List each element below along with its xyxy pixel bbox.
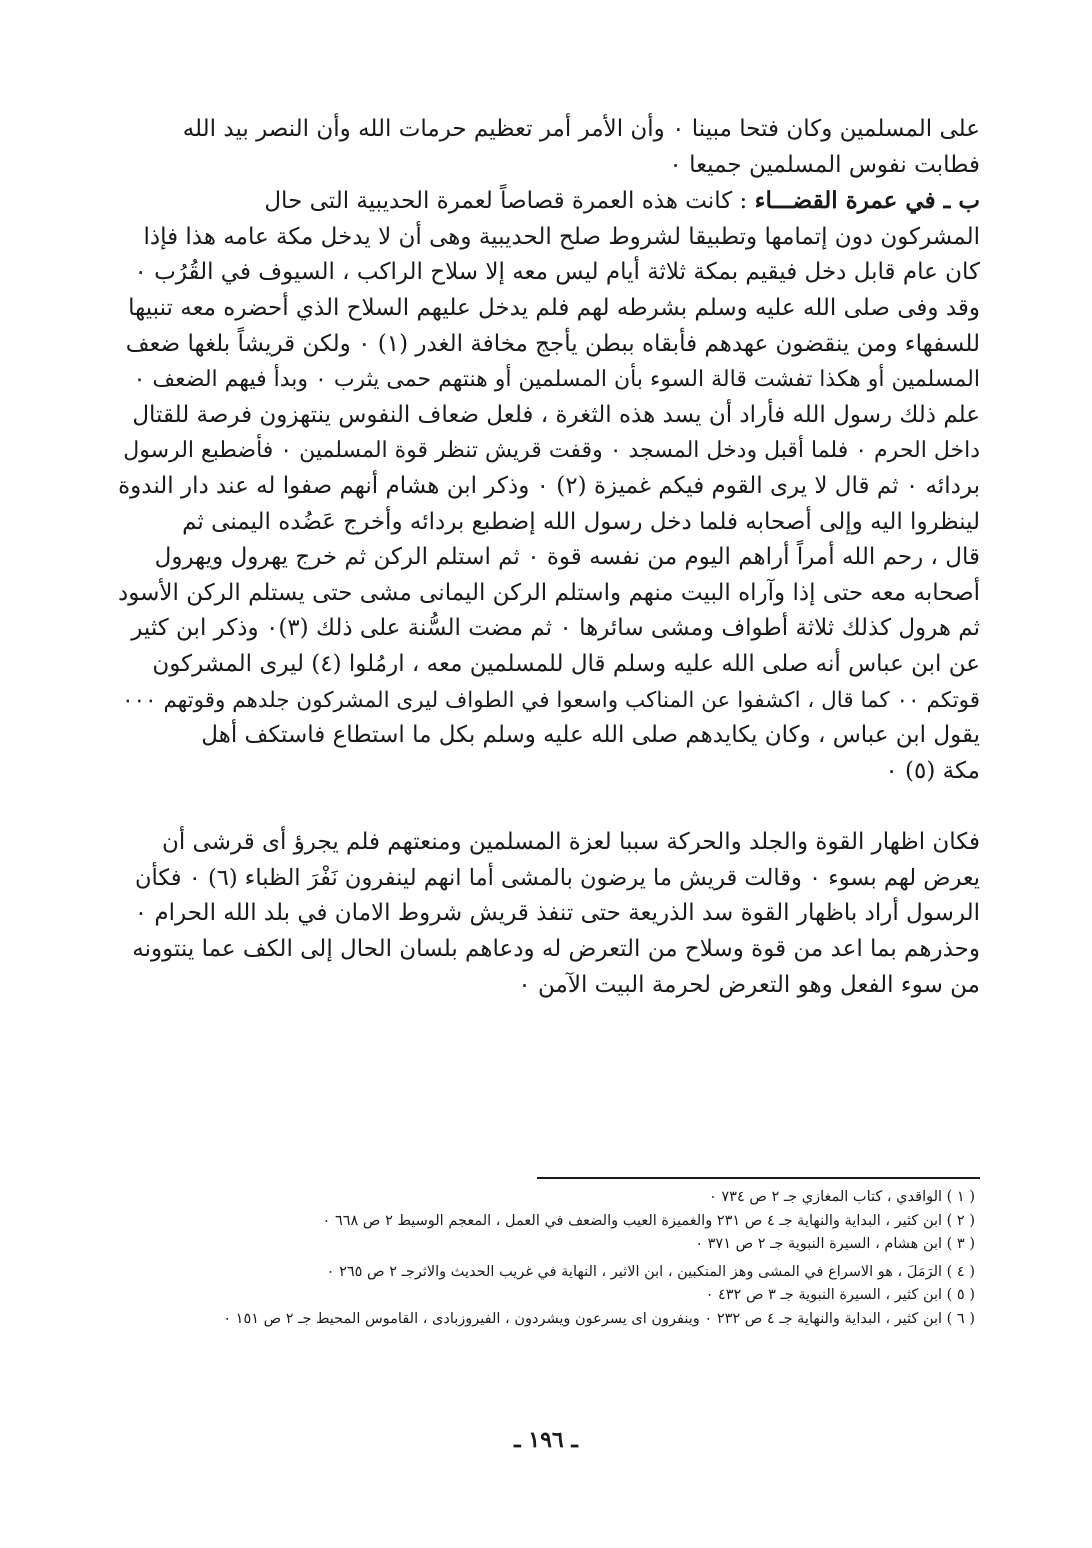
text-line: فطابت نفوس المسلمين جميعا ٠ xyxy=(669,151,980,178)
section-heading-line xyxy=(118,183,980,220)
text-line: عن ابن عباس أنه صلى الله عليه وسلم قال للمسلمين معه ، ارمُلوا (٤) ليرى المشركون xyxy=(152,650,980,677)
section-heading: ب ـ في عمرة القضـــاء xyxy=(754,187,980,215)
main-text xyxy=(118,112,980,1003)
footnote: ( ٥ ) ابن كثير ، السيرة النبوية جـ ٣ ص ٤٣٢ ٠ xyxy=(705,1287,975,1303)
text-line: فكان اظهار القوة والجلد والحركة سببا لعزة المسلمين ومنعتهم فلم يجرؤ أى قرشى أن xyxy=(161,829,980,856)
text-line: للسفهاء ومن ينقضون عهدهم فأبقاه ببطن يأجج مخافة الغدر (١) ٠ ولكن قريشاً بلغها ضعف xyxy=(125,330,980,357)
text-line: داخل الحرم ٠ فلما أقبل ودخل المسجد ٠ وقفت قريش تنظر قوة المسلمين ٠ فأضطبع الرسول xyxy=(123,438,980,464)
text-line: المشركون دون إتمامها وتطبيقا لشروط صلح الحديبية وهى أن لا يدخل مكة عامه هذا فإذا xyxy=(143,223,980,250)
footnote: ( ٣ ) ابن هشام ، السيرة النبوية جـ ٢ ص ٣٧١ ٠ xyxy=(695,1236,975,1252)
text-line: أصحابه معه حتى إذا وآراه البيت منهم واستلم الركن اليمانى مشى حتى يستلم الركن الأسود xyxy=(118,579,980,606)
footnote: ( ٦ ) ابن كثير ، البداية والنهاية جـ ٤ ص ٢٣٢ ٠ وينفرون اى يسرعون ويشردون ، الفيروزبادى ، القاموس المحيط جـ ٢ ص ١٥١ ٠ xyxy=(223,1310,975,1327)
text-line: يعرض لهم بسوء ٠ وقالت قريش ما يرضون بالمشى أما انهم لينفرون نَفْرَ الظباء (٦) ٠ فكأن xyxy=(135,864,980,891)
paragraph-2 xyxy=(118,825,980,1003)
text-line: كان عام قابل دخل فيقيم بمكة ثلاثة أيام ليس معه إلا سلاح الراكب ، السيوف في القُرُب ٠ xyxy=(134,259,980,286)
text-line: قوتكم ٠٠ كما قال ، اكشفوا عن المناكب واسعوا في الطواف ليرى المشركون جلدهم وقوتهم ٠٠٠ xyxy=(121,687,980,713)
text-line: علم ذلك رسول الله فأراد أن يسد هذه الثغرة ، فلعل ضعاف النفوس ينتهزون فرصة للقتال xyxy=(132,401,980,428)
text-line: وحذرهم بما اعد من قوة وسلاح من التعرض له ودعاهم بلسان الحال إلى الكف عما ينتوونه xyxy=(132,936,980,963)
footnotes xyxy=(170,1186,975,1331)
text-line: وقد وفى صلى الله عليه وسلم بشرطه لهم فلم يدخل عليهم السلاح الذي أحضره معه تنبيها xyxy=(128,294,980,321)
paragraph-gap xyxy=(118,789,980,825)
text-line: ثم هرول كذلك ثلاثة أطواف ومشى سائرها ٠ ثم مضت السُّنة على ذلك (٣)٠ وذكر ابن كثير xyxy=(131,615,980,642)
text-line: من سوء الفعل وهو التعرض لحرمة البيت الآمن ٠ xyxy=(518,971,980,998)
text-line: بردائه ٠ ثم قال لا يرى القوم فيكم غميزة (٢) ٠ وذكر ابن هشام أنهم صفوا له عند دار الندوة xyxy=(118,472,980,499)
text-line: على المسلمين وكان فتحا مبينا ٠ وأن الأمر أمر تعظيم حرمات الله وأن النصر بيد الله xyxy=(182,116,980,142)
text-line: مكة (٥) ٠ xyxy=(885,757,980,784)
text-line: لينظروا اليه وإلى أصحابه فلما دخل رسول الله إضطبع بردائه وأخرج عَضُده اليمنى ثم xyxy=(182,508,980,535)
paragraph-1 xyxy=(118,112,980,789)
footnote: ( ٤ ) الرَمَلَ ، هو الاسراع في المشى وهز المنكبين ، ابن الاثير ، النهاية في غريب الحديث والاثرجـ ٢ ص ٢٦٥ ٠ xyxy=(326,1263,975,1280)
text-line: يقول ابن عباس ، وكان يكايدهم صلى الله عليه وسلم بكل ما استطاع فاستكف أهل xyxy=(201,722,980,749)
page-number: ـ ١٩٦ ـ xyxy=(514,1427,578,1453)
text-line: المسلمين أو هكذا تفشت قالة السوء بأن المسلمين أو هنتهم حمى يثرب ٠ وبدأ فيهم الضعف ٠ xyxy=(133,367,980,393)
footnote-divider xyxy=(537,1177,980,1179)
text-line: : كانت هذه العمرة قصاصاً لعمرة الحديبية التى حال xyxy=(264,188,755,215)
text-line: قال ، رحم الله أمراً أراهم اليوم من نفسه قوة ٠ ثم استلم الركن ثم خرج يهرول ويهرول xyxy=(154,544,980,571)
footnote: ( ١ ) الواقدي ، كتاب المغازي جـ ٢ ص ٧٣٤ ٠ xyxy=(708,1189,975,1205)
footnote: ( ٢ ) ابن كثير ، البداية والنهاية جـ ٤ ص ٢٣١ والغميزة العيب والضعف في العمل ، المعجم الوسيط ٢ ص ٦٦٨ ٠ xyxy=(322,1212,975,1229)
text-line: الرسول أراد باظهار القوة سد الذريعة حتى تنفذ قريش شروط الامان في بلد الله الحرام ٠ xyxy=(134,900,980,927)
